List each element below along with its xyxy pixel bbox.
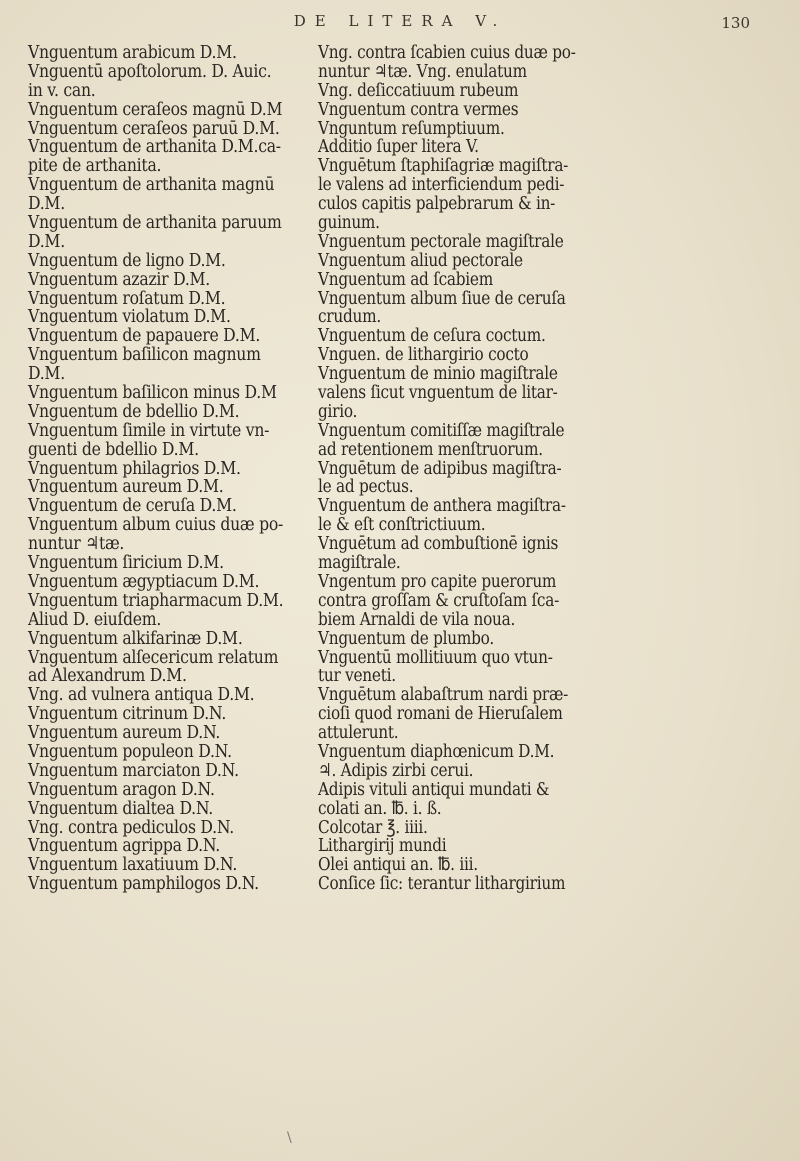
page-header [0,12,800,38]
text-line: Vnguentum ceraſeos paruū D.M. [28,117,280,139]
left-column [28,44,326,894]
text-line: D.M. [28,193,65,215]
text-line: valens ſicut vnguentum de litar- [318,382,558,404]
text-line: Vnguentum ſiricium D.M. [28,552,224,574]
text-line: Vng. deſiccatiuum rubeum [318,79,519,101]
text-line: Vnguentum ad ſcabiem [318,268,493,290]
text-line: Vnguentum contra vermes [318,98,519,120]
text-line: Colcotar ℥. iiii. [318,816,428,838]
text-line: Vnguentum de arthanita D.M.ca- [28,136,281,158]
text-line: Lithargirij mundi [318,835,447,857]
text-line: Vnguentum aureum D.M. [28,476,224,498]
text-line: ♃. Adipis zirbi cerui. [318,759,474,781]
text-line: Vnguentum arabicum D.M. [28,42,237,63]
text-line: Vnguentum album ſiue de ceruſa [318,287,566,309]
text-line: Vnguentum album cuius duæ po- [28,514,284,536]
text-line: Vnguen. de lithargirio cocto [318,344,529,366]
text-line: Vnguentum baſilicon magnum [28,344,261,366]
text-line: contra groſſam & cruſtoſam ſca- [318,589,560,611]
text-line: Vnguentum triapharmacum D.M. [28,589,284,611]
text-line: nuntur ♃tæ. [28,533,125,555]
text-line: Vnguentum alſecericum relatum [28,646,279,668]
text-line: Vngentum pro capite puerorum [318,570,557,592]
text-line: Vnguentum azazir D.M. [28,268,211,290]
text-line: Vnguentum ſimile in virtute vn- [28,419,270,441]
text-line: ad Alexandrum D.M. [28,665,187,687]
text-line: Vnguentum alkifarinæ D.M. [28,627,243,649]
text-line: nuntur ♃tæ. Vng. enulatum [318,60,527,82]
text-line: Vnguentum diaphœnicum D.M. [318,740,555,762]
text-line: Vnguntum reſumptiuum. [318,117,505,139]
text-line: Vng. contra pediculos D.N. [28,816,235,838]
text-line: Vnguentum dialtea D.N. [28,797,214,819]
text-line: Vnguentum roſatum D.M. [28,287,226,309]
text-line: Vnguentum de arthanita magnū [28,174,275,196]
text-line: guinum. [318,212,380,234]
text-line: Vnguentum de papauere D.M. [28,325,261,347]
text-line: Vnguentum marciaton D.N. [28,759,239,781]
text-line: pite de arthanita. [28,155,162,177]
text-line: ad retentionem menſtruorum. [318,438,543,460]
text-line: Vnguētum ſtaphiſagriæ magiſtra- [318,155,569,177]
text-line: Vnguentum de ceſura coctum. [318,325,546,347]
text-line: girio. [318,400,358,422]
text-line: colati an. ℔. i. ß. [318,797,442,819]
text-line: Vnguētum alabaſtrum nardi præ- [318,684,569,706]
text-line: Vnguentum citrinum D.N. [28,703,227,725]
text-line: Vnguentum populeon D.N. [28,740,232,762]
text-line: Vnguentum laxatiuum D.N. [28,854,238,876]
margin-mark: \ [287,1130,292,1146]
text-line: guenti de bdellio D.M. [28,438,199,460]
text-line: Vnguentum de ceruſa D.M. [28,495,237,517]
text-line: le ad pectus. [318,476,414,498]
text-line: culos capitis palpebrarum & in- [318,193,556,215]
text-line: cioſi quod romani de Hieruſalem [318,703,563,725]
text-line: Vnguentum aliud pectorale [318,249,523,271]
text-line: Vng. contra ſcabien cuius duæ po- [318,42,576,63]
text-line: in v. can. [28,79,96,101]
text-line: Vnguentum de anthera magiſtra- [318,495,566,517]
text-line: le valens ad interficiendum pedi- [318,174,565,196]
text-line: Vnguentum ceraſeos magnū D.M [28,98,283,120]
text-line: Vnguentum de minio magiſtrale [318,363,558,385]
text-line: Vnguentū mollitiuum quo vtun- [318,646,553,668]
text-line: Vnguentum aureum D.N. [28,722,221,744]
text-line: Additio ſuper litera V. [318,136,479,158]
page-number: 130 [721,14,750,32]
text-line: Olei antiqui an. ℔. iii. [318,854,478,876]
text-line: Vnguentum agrippa D.N. [28,835,220,857]
text-line: Vnguentum de ligno D.M. [28,249,226,271]
text-line: crudum. [318,306,381,328]
text-line: Conſice ſic: terantur lithargirium [318,873,566,895]
text-line: D.M. [28,363,65,385]
running-head: DE LITERA V. [293,12,507,30]
text-line: tur veneti. [318,665,396,687]
text-line: Vnguentum pectorale magiſtrale [318,230,564,252]
text-line: attulerunt. [318,722,399,744]
text-line: le & eſt conſtrictiuum. [318,514,486,536]
text-line: Vnguentum ægyptiacum D.M. [28,570,260,592]
text-line: Vng. ad vulnera antiqua D.M. [28,684,255,706]
text-line: Vnguentū apoſtolorum. D. Auic. [28,60,272,82]
text-line: Vnguentum de plumbo. [318,627,494,649]
text-line: Vnguentum violatum D.M. [28,306,231,328]
text-line: Vnguentum baſilicon minus D.M [28,382,277,404]
text-line: Vnguentum de bdellio D.M. [28,400,240,422]
text-line: Vnguentum comitiſſæ magiſtrale [318,419,565,441]
text-line: Vnguentum pamphilogos D.N. [28,873,259,895]
text-line: Vnguētum de adipibus magiſtra- [318,457,562,479]
text-line: Vnguentum aragon D.N. [28,778,215,800]
text-line: Vnguentum de arthanita paruum [28,212,282,234]
text-line: biem Arnaldi de vila noua. [318,608,516,630]
text-line: Vnguentum philagrios D.M. [28,457,241,479]
text-line: D.M. [28,230,65,252]
text-line: magiſtrale. [318,552,401,574]
text-line: Vnguētum ad combuſtionē ignis [318,533,559,555]
text-line: Adipis vituli antiqui mundati & [318,778,550,800]
right-column [318,44,616,894]
text-line: Aliud D. eiuſdem. [28,608,162,630]
